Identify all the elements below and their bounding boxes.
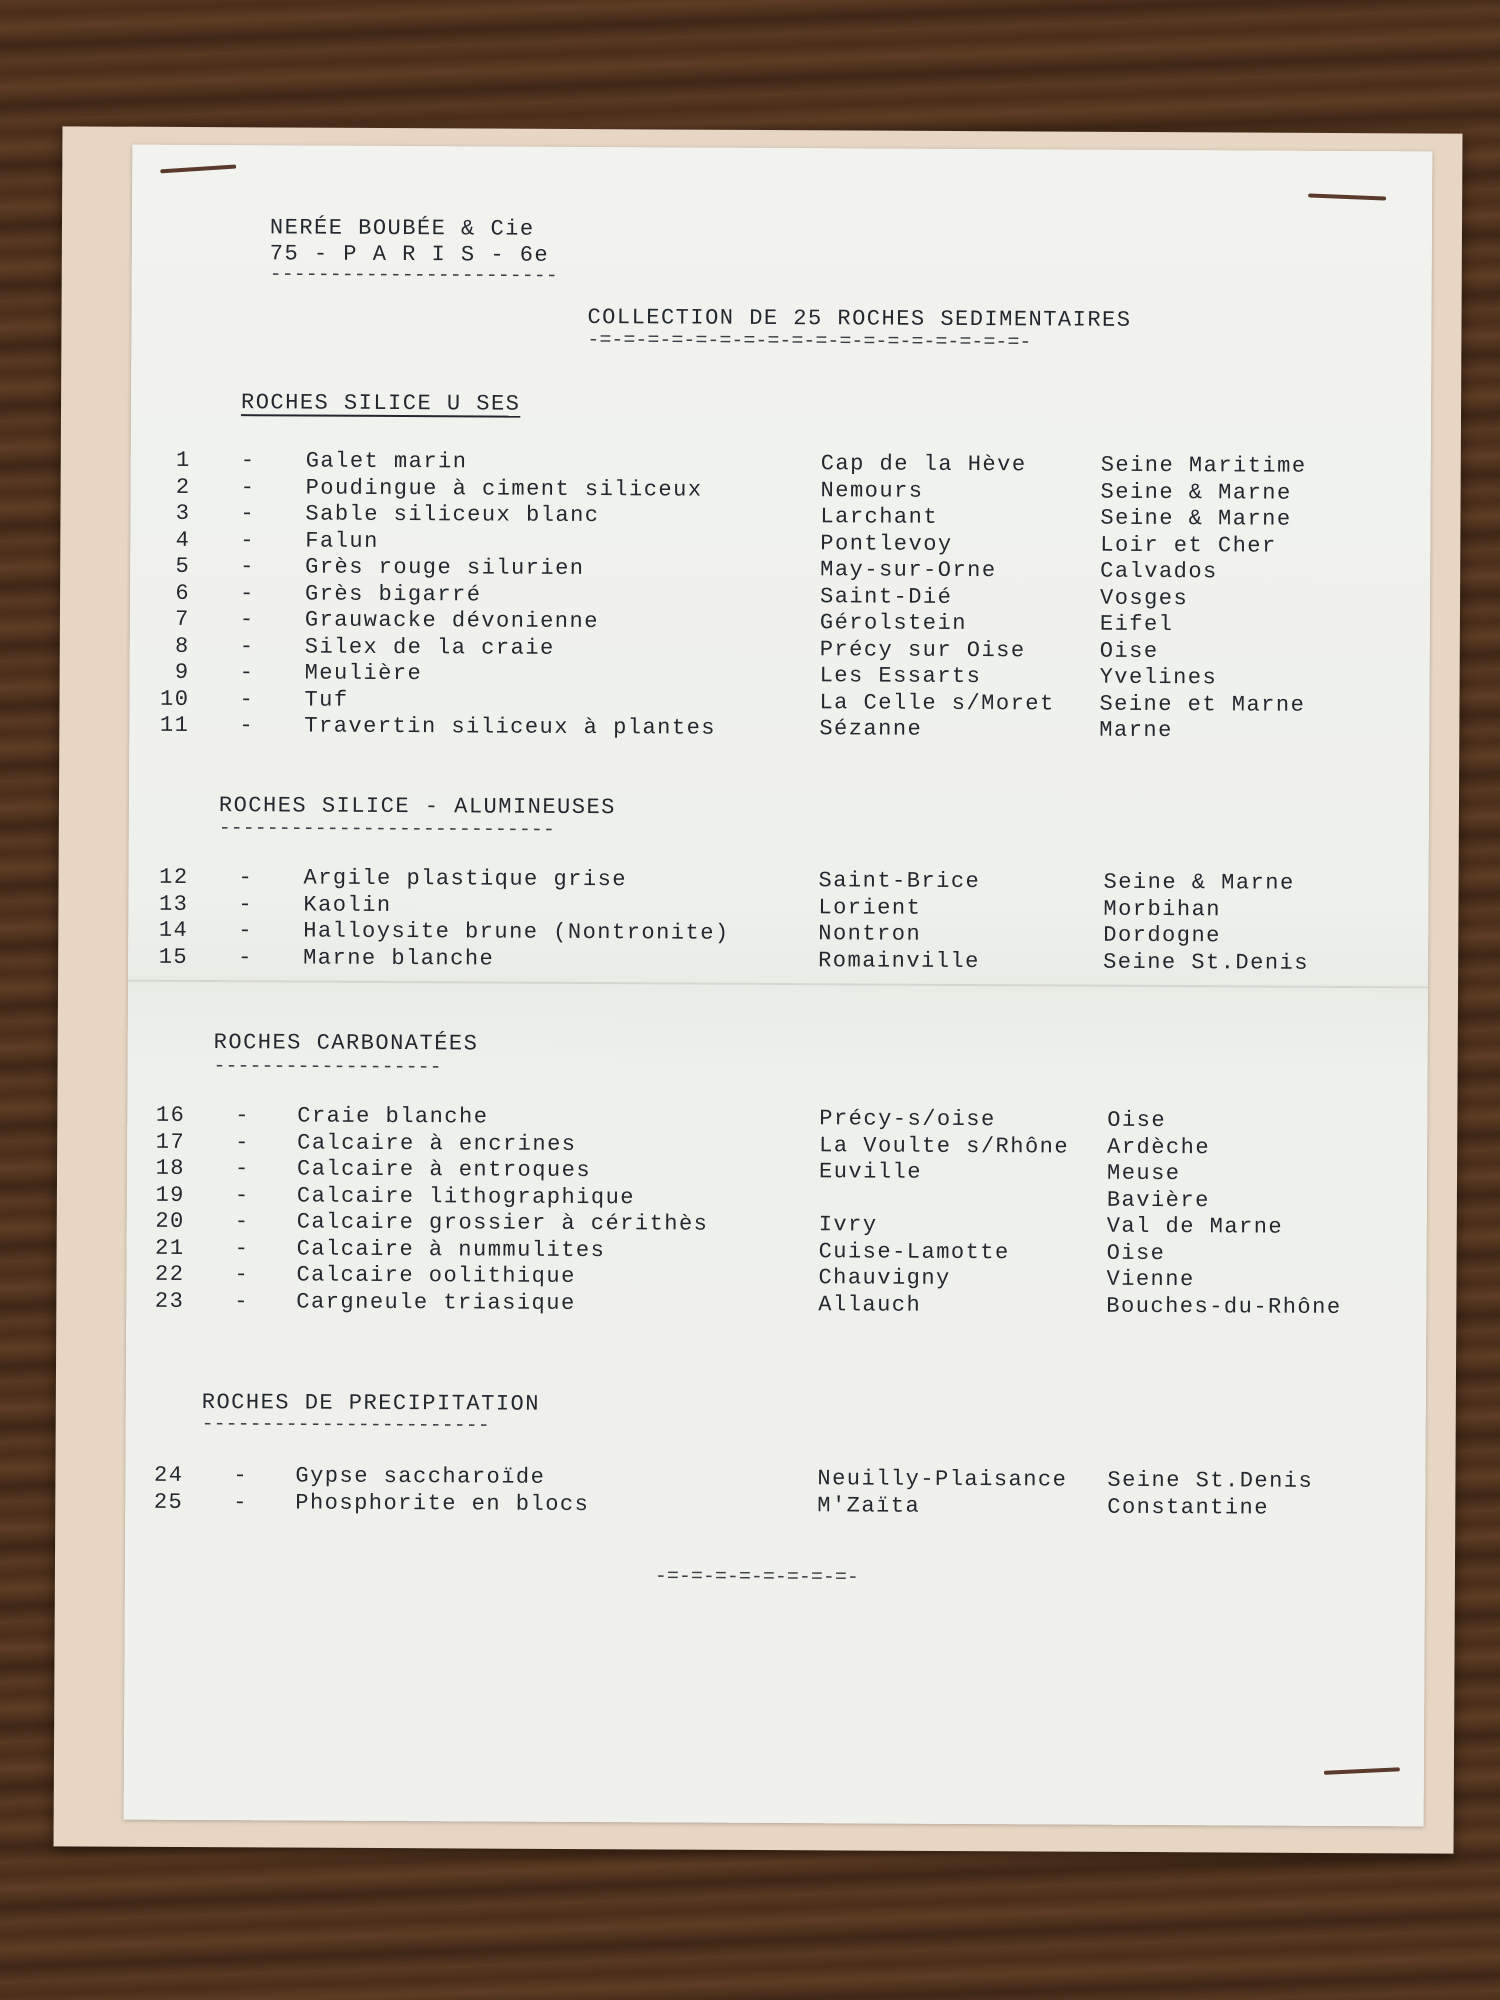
rock-name: Marne blanche — [303, 945, 495, 972]
section-list-siliceuses — [129, 448, 1431, 746]
entry-dash: - — [239, 660, 255, 686]
rock-locality: Lorient — [818, 894, 922, 921]
entry-dash: - — [240, 448, 256, 474]
staple-bottom-right — [1324, 1767, 1400, 1775]
rock-region: Seine et Marne — [1099, 691, 1306, 718]
rock-name: Calcaire oolithique — [296, 1262, 576, 1289]
section-list-carbonatees — [126, 1103, 1427, 1322]
rock-name: Meulière — [304, 660, 423, 687]
entry-dash: - — [239, 580, 255, 606]
rock-name: Calcaire à nummulites — [296, 1235, 606, 1263]
rock-locality: Nontron — [818, 921, 922, 947]
fold-crease — [128, 980, 1428, 989]
entry-dash: - — [234, 1156, 250, 1182]
entry-dash: - — [240, 474, 256, 500]
footer-rule: -=-=-=-=-=-=-=-=- — [654, 1565, 860, 1590]
entry-dash: - — [234, 1182, 250, 1208]
entry-number: 14 — [158, 917, 189, 943]
rock-region: Calvados — [1100, 558, 1218, 585]
rock-locality: Précy-s/oise — [819, 1106, 996, 1133]
rock-locality: Gérolstein — [819, 610, 967, 636]
entry-dash: - — [234, 1235, 250, 1261]
rock-name: Craie blanche — [297, 1103, 489, 1130]
collection-title-underline: -=-=-=-=-=-=-=-=-=-=-=-=-=-=-=-=-=-=- — [587, 328, 1032, 355]
rock-locality: La Celle s/Moret — [819, 689, 1055, 716]
entry-number: 18 — [155, 1155, 186, 1181]
rock-region: Constantine — [1107, 1494, 1270, 1521]
rock-region: Bavière — [1106, 1187, 1210, 1213]
rock-name: Grès bigarré — [304, 581, 482, 607]
entry-number: 1 — [175, 447, 191, 473]
rock-name: Grauwacke dévonienne — [304, 607, 600, 635]
entry-dash: - — [238, 944, 253, 970]
entry-dash: - — [238, 918, 254, 944]
rock-region: Seine & Marne — [1100, 479, 1292, 506]
rock-name: Tuf — [304, 687, 349, 713]
company-name: NERÉE BOUBÉE & Cie — [269, 215, 535, 242]
entry-number: 3 — [175, 500, 191, 526]
rock-region: Eifel — [1099, 611, 1174, 638]
rock-locality: Ivry — [818, 1212, 878, 1238]
rock-region: Oise — [1106, 1240, 1166, 1266]
address-underline: ------------------------ — [269, 263, 558, 288]
rock-region: Loir et Cher — [1100, 532, 1277, 559]
rock-name: Cargneule triasique — [296, 1288, 576, 1316]
staple-top-right — [1308, 193, 1386, 200]
rock-region: Val de Marne — [1106, 1213, 1284, 1240]
rock-region: Seine Maritime — [1100, 452, 1307, 479]
rock-name: Calcaire à encrines — [297, 1129, 577, 1157]
section-title-siliceuses: ROCHES SILICE U SES — [240, 390, 521, 417]
entry-dash: - — [234, 1262, 250, 1288]
entry-dash: - — [235, 1103, 251, 1129]
section-list-precipitation — [125, 1463, 1425, 1523]
entry-dash: - — [238, 891, 254, 917]
rock-locality: Euville — [818, 1159, 923, 1185]
entry-number: 8 — [175, 633, 190, 659]
entry-dash: - — [238, 865, 254, 891]
entry-number: 10 — [160, 686, 190, 712]
rock-locality: Larchant — [820, 504, 939, 530]
entry-dash: - — [233, 1463, 249, 1489]
entry-number: 13 — [158, 891, 189, 917]
entry-dash: - — [239, 686, 255, 712]
rock-locality: Chauvigny — [818, 1265, 951, 1291]
rock-region: Meuse — [1106, 1160, 1181, 1187]
rock-locality: Les Essarts — [819, 663, 982, 690]
rock-locality: Cuise-Lamotte — [818, 1238, 1010, 1265]
entry-dash: - — [239, 607, 255, 633]
typed-sheet — [124, 145, 1433, 1827]
rock-entry — [126, 1288, 1426, 1321]
rock-region: Dordogne — [1103, 922, 1221, 949]
entry-dash: - — [240, 527, 256, 553]
rock-region: Ardèche — [1107, 1134, 1211, 1160]
entry-number: 21 — [155, 1235, 185, 1261]
entry-number: 11 — [159, 712, 190, 738]
entry-number: 7 — [175, 606, 190, 632]
rock-name: Sable siliceux blanc — [305, 501, 600, 529]
entry-number: 6 — [175, 580, 191, 606]
rock-locality: Sézanne — [819, 716, 923, 742]
rock-name: Kaolin — [303, 892, 392, 918]
rock-region: Seine & Marne — [1103, 869, 1295, 896]
rock-locality: Nemours — [820, 477, 924, 504]
entry-dash: - — [239, 633, 255, 659]
rock-region: Seine & Marne — [1100, 505, 1292, 532]
section-title-precipitation: ROCHES DE PRECIPITATION — [201, 1389, 541, 1417]
section-underline-silice-alumineuses: ---------------------------- — [218, 817, 555, 842]
rock-region: Seine St.Denis — [1103, 949, 1310, 976]
entry-number: 22 — [155, 1261, 185, 1287]
rock-region: Marne — [1099, 717, 1173, 744]
rock-locality: Pontlevoy — [820, 530, 953, 557]
rock-locality: Saint-Brice — [818, 868, 981, 895]
company-address: 75 - P A R I S - 6e — [269, 241, 550, 268]
rock-name: Falun — [305, 528, 379, 554]
section-title-carbonatees: ROCHES CARBONATÉES — [213, 1030, 479, 1057]
rock-name: Gypse saccharoïde — [295, 1463, 546, 1490]
entry-number: 15 — [158, 944, 189, 970]
rock-name: Phosphorite en blocs — [295, 1489, 590, 1517]
section-title-silice-alumineuses: ROCHES SILICE - ALUMINEUSES — [218, 793, 616, 821]
entry-dash: - — [234, 1288, 250, 1314]
rock-locality: M'Zaïta — [817, 1492, 921, 1519]
entry-number: 9 — [174, 659, 190, 685]
rock-locality: Allauch — [818, 1291, 922, 1318]
rock-locality: Saint-Dié — [819, 583, 953, 610]
rock-entry — [128, 944, 1428, 977]
rock-region: Morbihan — [1103, 896, 1222, 922]
rock-name: Calcaire à entroques — [296, 1156, 592, 1184]
rock-name: Calcaire grossier à cérithès — [296, 1209, 709, 1237]
entry-dash: - — [239, 713, 255, 739]
entry-number: 17 — [155, 1129, 186, 1155]
section-list-silice-alumineuses — [128, 865, 1429, 978]
rock-region: Vosges — [1099, 585, 1189, 611]
entry-number: 4 — [175, 527, 191, 553]
rock-name: Poudingue à ciment siliceux — [305, 475, 703, 503]
rock-name: Grès rouge silurien — [305, 554, 585, 581]
rock-locality: Cap de la Hève — [820, 451, 1027, 478]
entry-dash: - — [234, 1209, 250, 1235]
entry-dash: - — [240, 501, 256, 527]
rock-name: Travertin siliceux à plantes — [304, 713, 717, 741]
rock-region: Oise — [1099, 638, 1159, 664]
rock-name: Halloysite brune (Nontronite) — [303, 918, 730, 946]
entry-number: 16 — [155, 1102, 186, 1128]
entry-dash: - — [240, 554, 255, 580]
collection-title: COLLECTION DE 25 ROCHES SEDIMENTAIRES — [587, 304, 1132, 333]
rock-name: Silex de la craie — [304, 634, 555, 661]
rock-name: Argile plastique grise — [303, 865, 628, 893]
section-underline-carbonatees: ------------------- — [213, 1055, 442, 1080]
rock-locality: La Voulte s/Rhône — [819, 1132, 1070, 1160]
rock-locality: Romainville — [818, 947, 980, 974]
rock-region: Vienne — [1106, 1266, 1195, 1293]
rock-region: Oise — [1107, 1107, 1167, 1134]
rock-name: Calcaire lithographique — [296, 1182, 636, 1210]
entry-number: 25 — [153, 1489, 184, 1515]
rock-entry — [129, 713, 1429, 746]
rock-locality: Neuilly-Plaisance — [817, 1466, 1068, 1493]
section-underline-precipitation: ------------------------ — [201, 1412, 490, 1438]
rock-entry — [125, 1489, 1425, 1522]
rock-name: Galet marin — [305, 448, 468, 475]
rock-region: Bouches-du-Rhône — [1106, 1293, 1342, 1320]
entry-number: 24 — [153, 1462, 184, 1488]
rock-locality: Précy sur Oise — [819, 636, 1026, 663]
entry-number: 5 — [175, 553, 191, 579]
entry-dash: - — [233, 1489, 249, 1515]
entry-dash: - — [235, 1129, 250, 1155]
entry-number: 23 — [154, 1288, 185, 1314]
entry-number: 20 — [155, 1208, 185, 1234]
rock-region: Yvelines — [1099, 664, 1218, 691]
entry-number: 2 — [175, 474, 191, 500]
rock-locality: May-sur-Orne — [820, 557, 997, 584]
entry-number: 12 — [159, 864, 189, 890]
staple-top-left — [160, 165, 236, 174]
rock-region: Seine St.Denis — [1107, 1467, 1314, 1494]
entry-number: 19 — [155, 1182, 185, 1208]
